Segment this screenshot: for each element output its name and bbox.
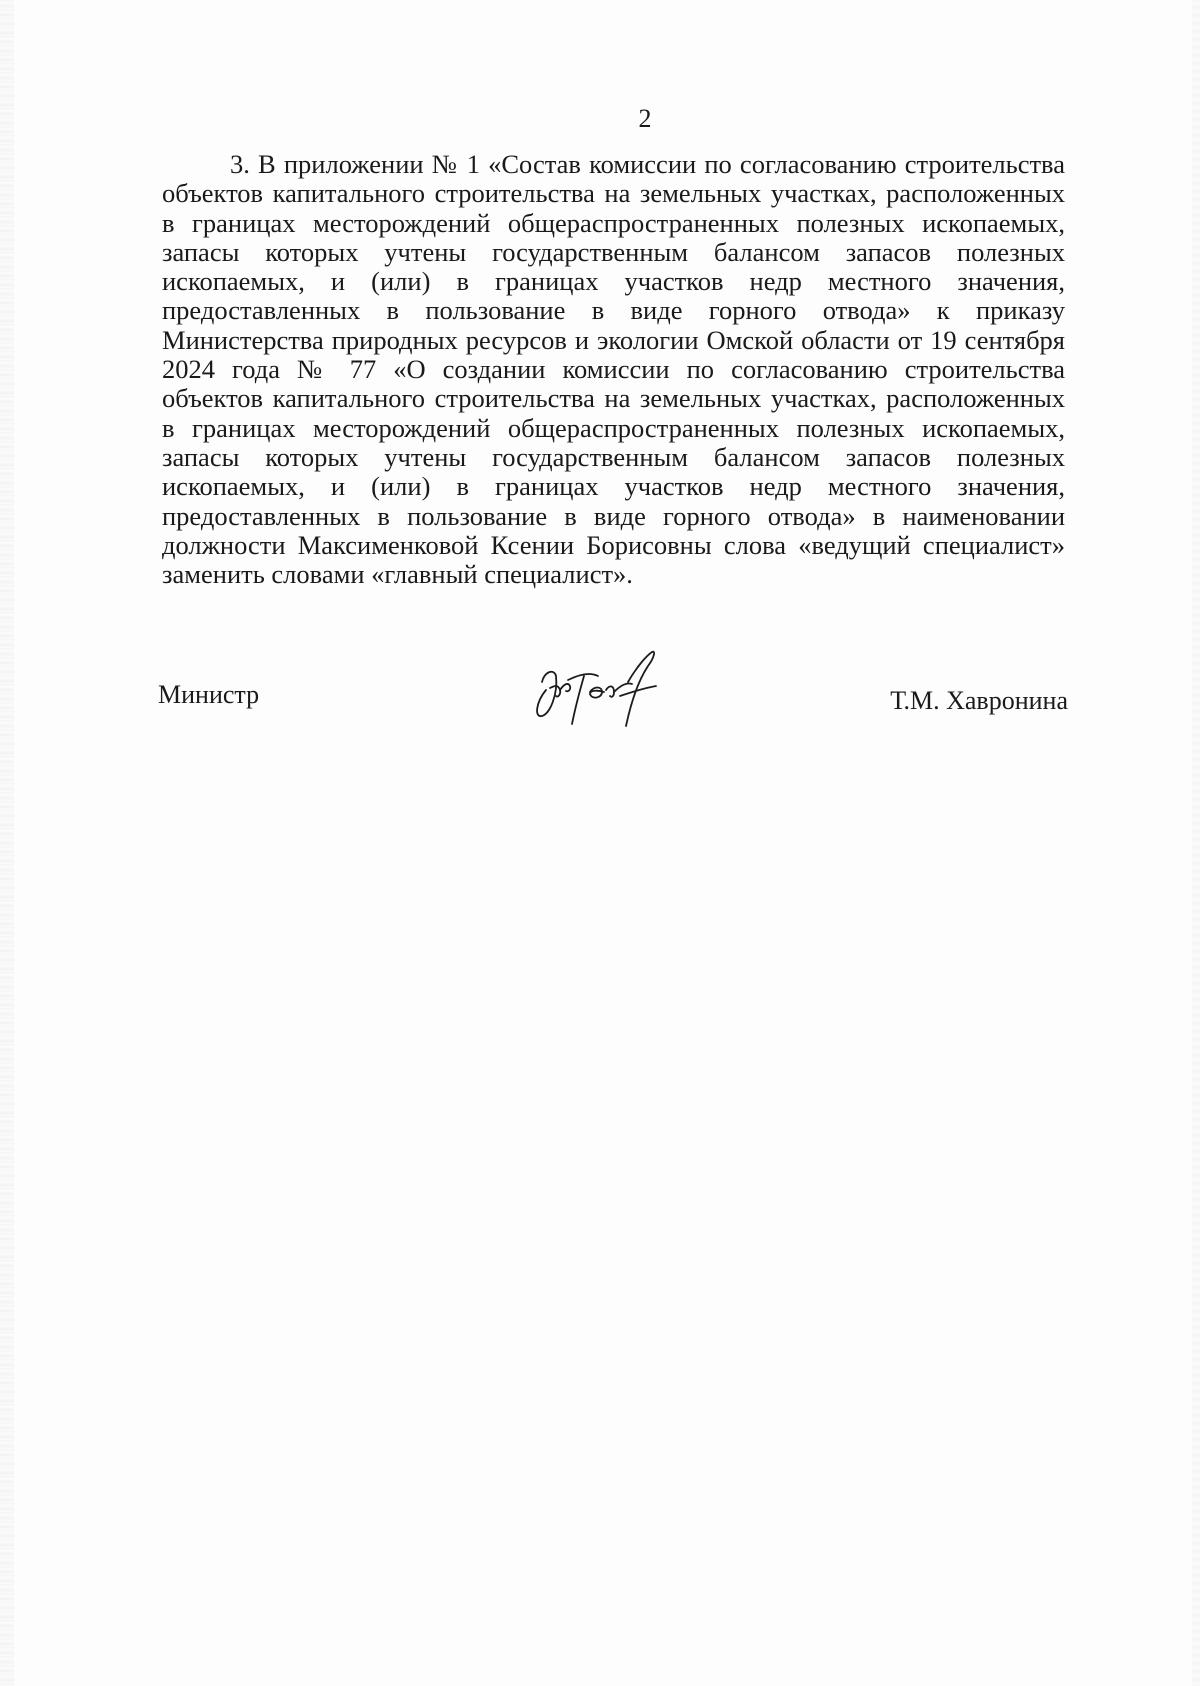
paragraph-3: 3. В приложении № 1 «Состав комиссии по согласованию строительства объектов капитального строительства на земельных участках, расположенных в границах месторождений общераспространенных полезных ископаемых, запасы которых учтены государственным балансом запасов полезных ископаемых, и (или) в границах участков недр местного значения, предоставленных в пользование в виде горного отвода» к приказу Министерства природных ресурсов и экологии Омской области от 19 сентября 2024 года № 77 «О создании комиссии по согласованию строительства объектов капитального строительства на земельных участках, расположенных в границах месторождений общераспространенных полезных ископаемых, запасы которых учтены государственным балансом запасов полезных ископаемых, и (или) в границах участков недр местного значения, предоставленных в пользование в виде горного отвода» в наименовании должности Максименковой Ксении Борисовны слова «ведущий специалист» заменить словами «главный специалист». (162, 149, 1065, 590)
signer-position: Министр (158, 680, 260, 709)
page-number: 2 (638, 104, 652, 133)
handwritten-signature (528, 646, 688, 736)
signer-name: Т.М. Хавронина (890, 686, 1068, 715)
scan-edge-right (1192, 0, 1200, 1686)
scan-edge-left (0, 0, 14, 1686)
